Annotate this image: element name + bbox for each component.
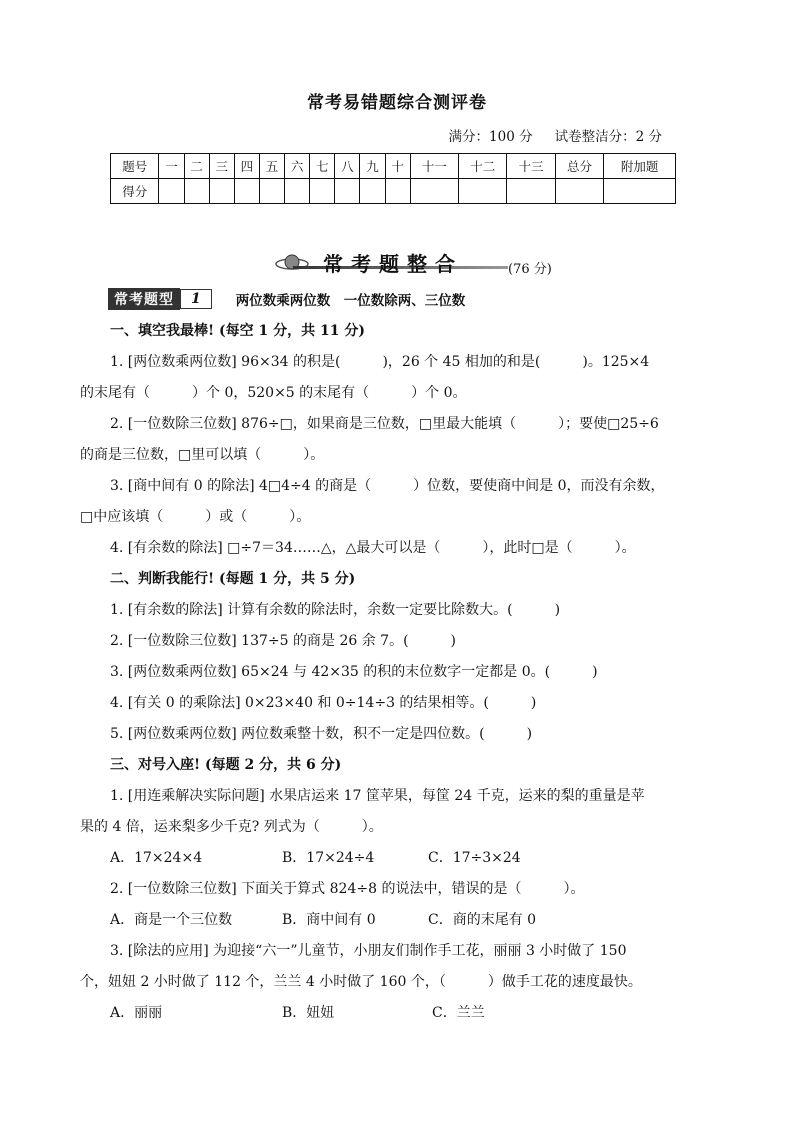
score-table-header-cell: 一 <box>159 154 184 179</box>
planet-icon <box>275 252 309 274</box>
score-cell[interactable] <box>259 179 284 204</box>
score-table-header-row <box>111 154 676 179</box>
option: C．兰兰 <box>432 1005 485 1021</box>
question-line: 个，妞妞 2 小时做了 112 个，兰兰 4 小时做了 160 个，（ ）做手工花的速度最快。 <box>80 974 642 990</box>
score-cell[interactable] <box>604 179 676 204</box>
score-cell[interactable] <box>310 179 335 204</box>
options-row <box>80 998 730 1029</box>
score-table-header-cell: 附加题 <box>604 154 676 179</box>
questions <box>80 316 730 1029</box>
section-heading: 二、判断我能行! (每题 1 分，共 5 分) <box>110 571 356 587</box>
question-line: 4. [有余数的除法] □÷7＝34……△，△最大可以是（ ），此时□是（ ）。 <box>110 540 636 556</box>
question-line: 2. [一位数除三位数] 137÷5 的商是 26 余 7。( ) <box>110 633 456 649</box>
score-table-header-cell: 十 <box>385 154 410 179</box>
question-type-tag <box>108 289 465 309</box>
score-cell[interactable] <box>360 179 385 204</box>
score-cell[interactable] <box>285 179 310 204</box>
banner-score: (76 分) <box>508 262 552 277</box>
question-line: 果的 4 倍，运来梨多少千克? 列式为（ ）。 <box>80 819 383 835</box>
question-line: 3. [除法的应用] 为迎接“六一”儿童节，小朋友们制作手工花，丽丽 3 小时做了 150 <box>110 943 627 959</box>
question-line: 1. [两位数乘两位数] 96×34 的积是( )，26 个 45 相加的和是( )。125×4 <box>110 354 650 370</box>
score-table-header-cell: 总分 <box>555 154 603 179</box>
score-table-score-row <box>111 179 676 204</box>
score-table-header-cell: 四 <box>234 154 259 179</box>
question-line: □中应该填（ ）或（ ）。 <box>80 509 311 525</box>
score-cell[interactable] <box>555 179 603 204</box>
option: C．商的末尾有 0 <box>428 912 537 928</box>
score-table-header-cell: 十一 <box>410 154 458 179</box>
neatness-score: 试卷整洁分：2 分 <box>554 129 662 145</box>
banner-title: 常考题整合 <box>323 252 463 276</box>
score-cell[interactable] <box>209 179 234 204</box>
question-line: 5. [两位数乘两位数] 两位数乘整十数，积不一定是四位数。( ) <box>110 726 533 742</box>
score-cell[interactable] <box>507 179 555 204</box>
question-line: 1. [用连乘解决实际问题] 水果店运来 17 筐苹果，每筐 24 千克，运来的梨的重量是苹 <box>110 788 645 804</box>
score-cell[interactable] <box>234 179 259 204</box>
score-cell[interactable] <box>459 179 507 204</box>
question-line: 2. [一位数除三位数] 下面关于算式 824÷8 的说法中，错误的是（ ）。 <box>110 881 585 897</box>
question-line: 2. [一位数除三位数] 876÷□，如果商是三位数，□里最大能填（ ）；要使□25÷6 <box>110 416 659 432</box>
question-line: 3. [商中间有 0 的除法] 4□4÷4 的商是（ ）位数，要使商中间是 0，而没有余数， <box>110 478 665 494</box>
score-cell[interactable] <box>335 179 360 204</box>
option: B．妞妞 <box>282 1005 335 1021</box>
score-table-header-cell: 九 <box>360 154 385 179</box>
score-cell[interactable] <box>410 179 458 204</box>
score-row-label: 得分 <box>111 179 159 204</box>
question-line: 的商是三位数，□里可以填（ ）。 <box>80 447 325 463</box>
score-cell[interactable] <box>184 179 209 204</box>
tag-label: 常考题型 <box>108 288 180 310</box>
option: B．17×24÷4 <box>282 850 375 866</box>
options-row <box>80 843 730 874</box>
score-info <box>449 125 662 145</box>
option: A．17×24×4 <box>110 850 203 866</box>
options-row <box>80 905 730 936</box>
option: B．商中间有 0 <box>282 912 376 928</box>
score-table-header-cell: 十三 <box>507 154 555 179</box>
score-table-header-cell: 三 <box>209 154 234 179</box>
question-line: 4. [有关 0 的乘除法] 0×23×40 和 0÷14÷3 的结果相等。( ) <box>110 695 537 711</box>
question-line: 的末尾有（ ）个 0，520×5 的末尾有（ ）个 0。 <box>80 385 467 401</box>
option: A．商是一个三位数 <box>110 912 233 928</box>
section-banner <box>273 246 563 276</box>
score-cell[interactable] <box>385 179 410 204</box>
question-line: 3. [两位数乘两位数] 65×24 与 42×35 的积的末位数字一定都是 0。( ) <box>110 664 598 680</box>
score-table <box>110 153 676 204</box>
score-table-header-cell: 七 <box>310 154 335 179</box>
tag-number: 1 <box>180 289 212 309</box>
full-score: 满分：100 分 <box>448 129 533 145</box>
tag-topic: 两位数乘两位数 一位数除两、三位数 <box>235 293 466 309</box>
score-cell[interactable] <box>159 179 184 204</box>
score-table-header-cell: 十二 <box>459 154 507 179</box>
score-table-header-cell: 五 <box>259 154 284 179</box>
page-title: 常考易错题综合测评卷 <box>307 93 487 113</box>
score-table-header-cell: 六 <box>285 154 310 179</box>
section-heading: 一、填空我最棒! (每空 1 分，共 11 分) <box>110 323 365 339</box>
score-table-header-cell: 八 <box>335 154 360 179</box>
section-heading: 三、对号入座! (每题 2 分，共 6 分) <box>110 757 342 773</box>
option: A．丽丽 <box>110 1005 163 1021</box>
score-table-header-cell: 二 <box>184 154 209 179</box>
score-table-header-cell: 题号 <box>111 154 159 179</box>
question-line: 1. [有余数的除法] 计算有余数的除法时，余数一定要比除数大。( ) <box>110 602 561 618</box>
option: C．17÷3×24 <box>428 850 521 866</box>
